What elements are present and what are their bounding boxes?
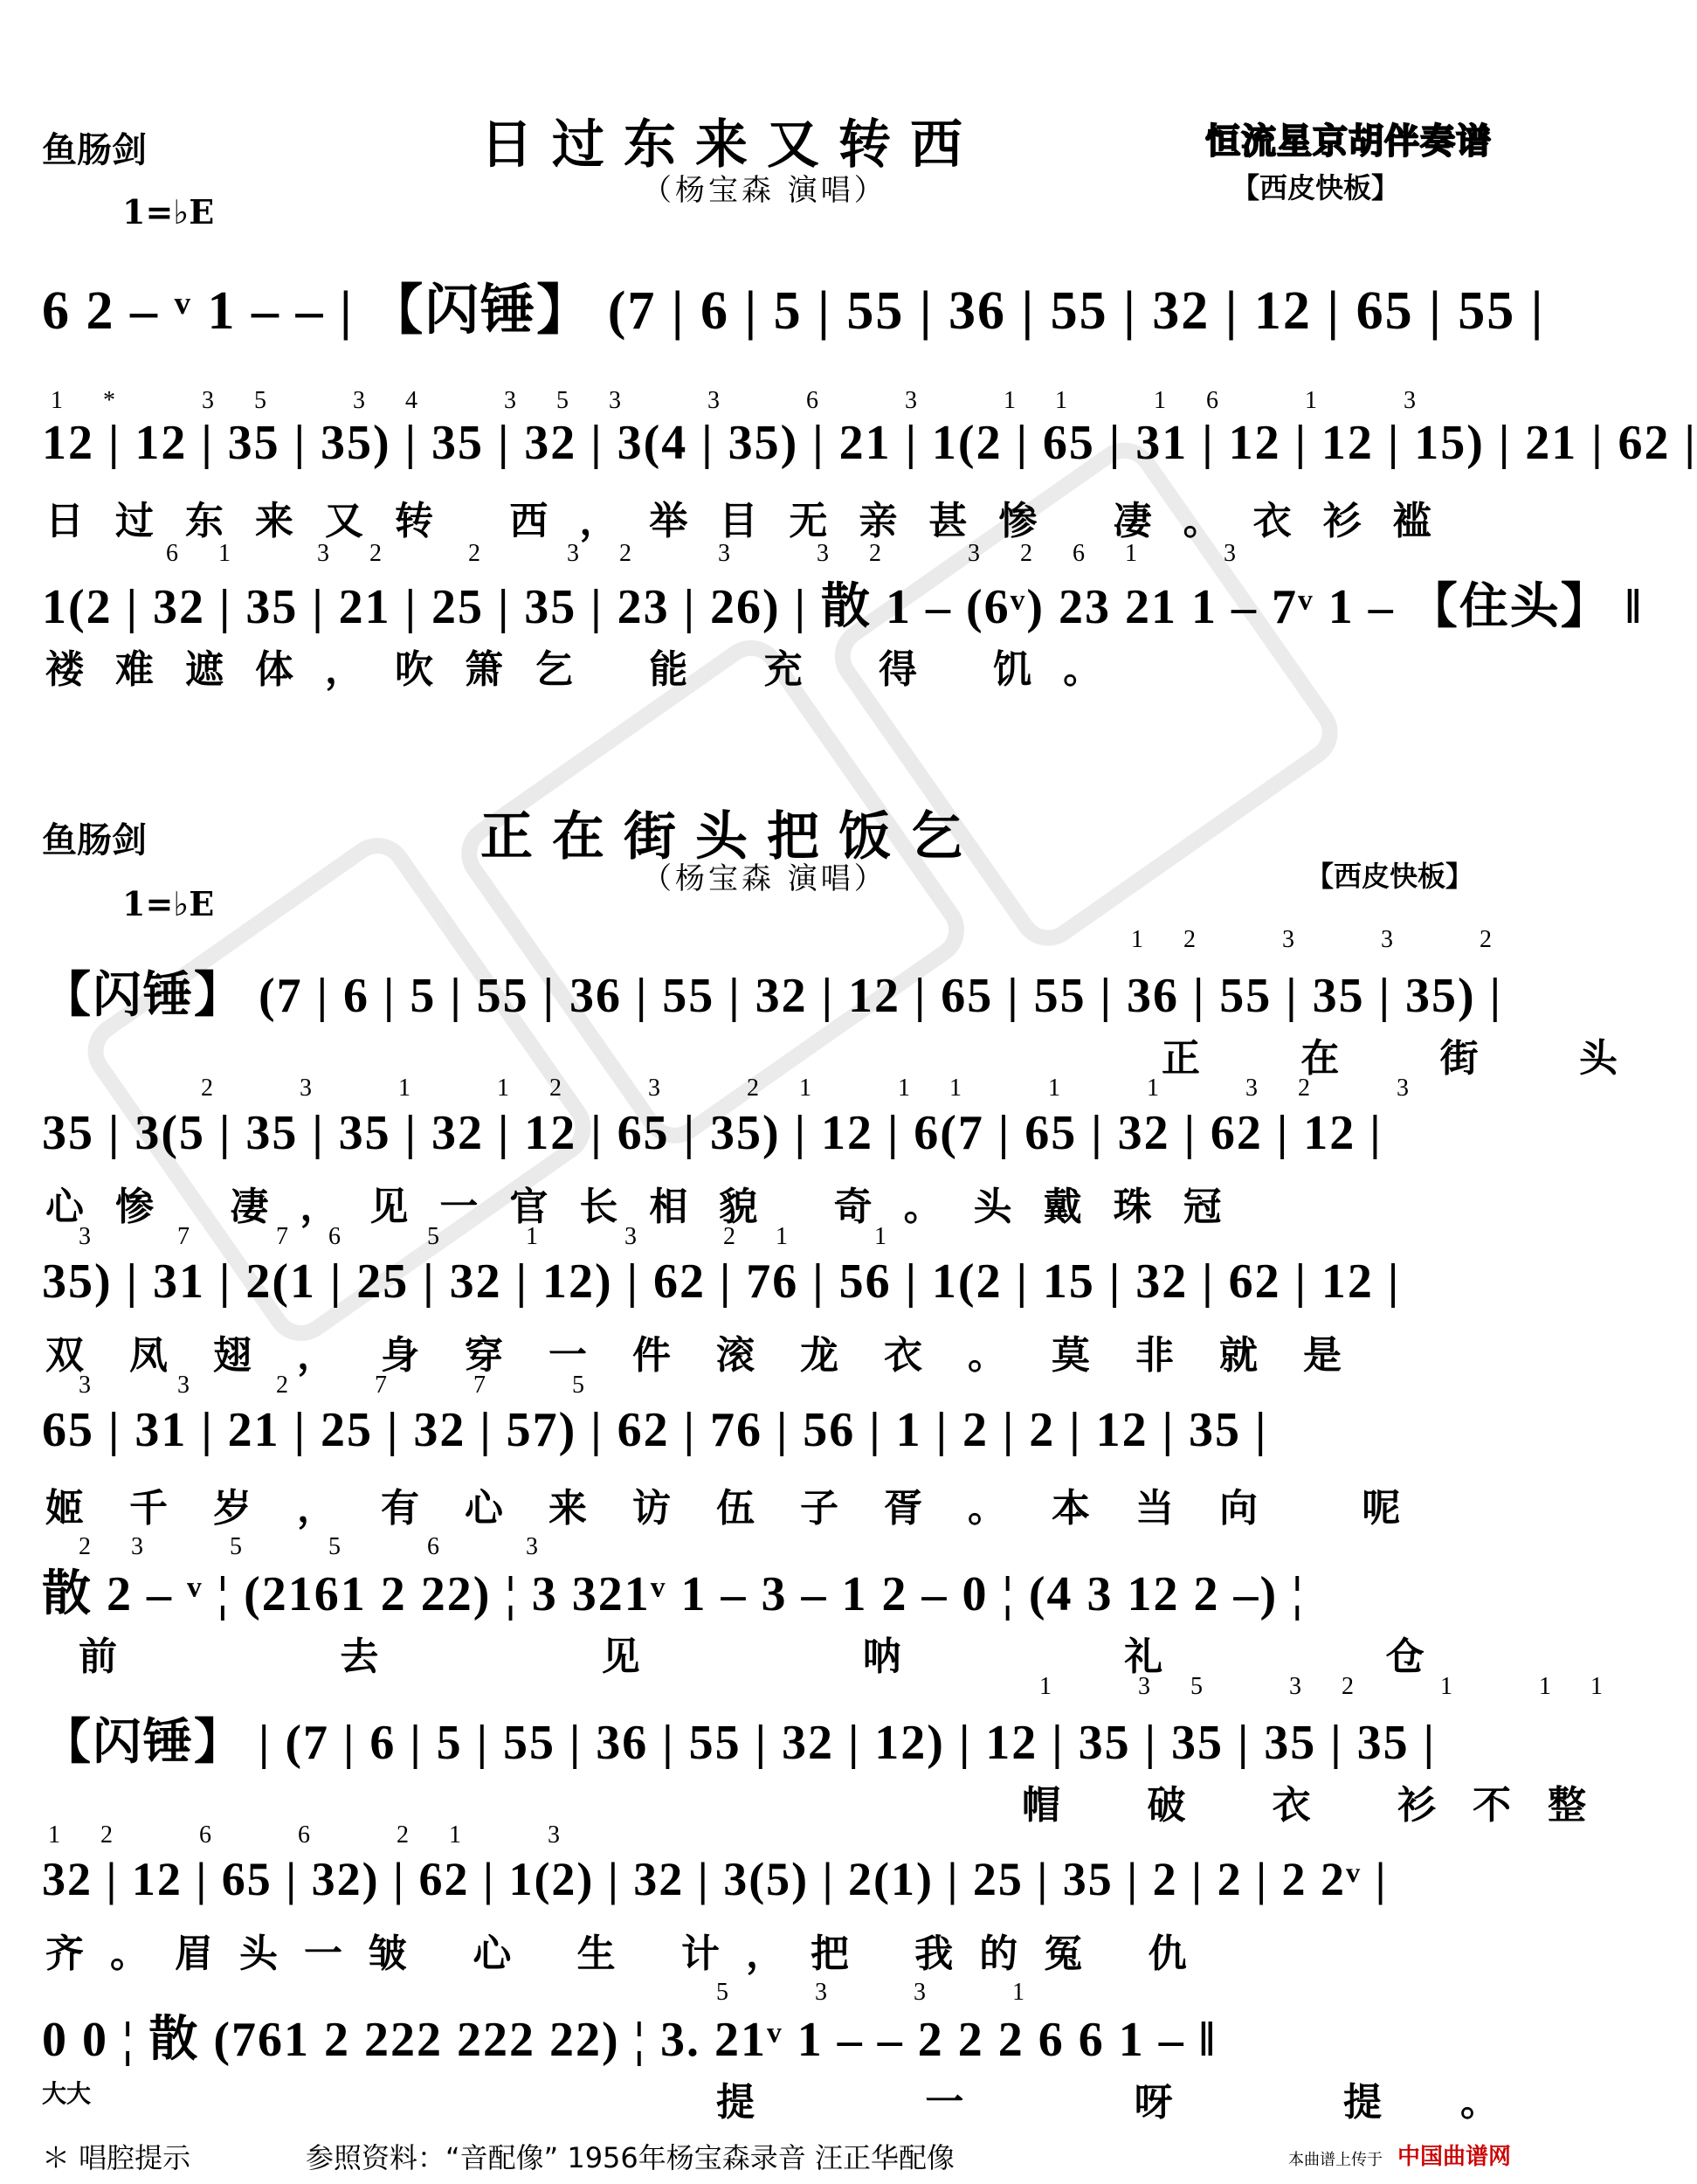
notation-line: 【闪锤】 (7 | 6 | 5 | 55 | 36 | 55 | 32 | 12 | 65 | 55 | 36 | 55 | 35 | 35) | <box>42 969 1502 1023</box>
notation-line: 0 0 ¦ 散 (761 2 222 222 22) ¦ 3. 21ᵛ 1 – – 2 2 2 6 6 1 – ‖ <box>42 2013 1217 2067</box>
notation-line: 35) | 31 | 2(1 | 25 | 32 | 12) | 62 | 76 | 56 | 1(2 | 15 | 32 | 62 | 12 | <box>42 1254 1401 1309</box>
notation-line: 32 | 12 | 65 | 32) | 62 | 1(2) | 32 | 3(5) | 2(1) | 25 | 35 | 2 | 2 | 2 2ᵛ | <box>42 1853 1388 1905</box>
ornament-line: 3 3 2 7 7 5 <box>79 1372 624 1399</box>
notation-line: 【闪锤】 | (7 | 6 | 5 | 55 | 36 | 55 | 32 | 12) | 12 | 35 | 35 | 35 | 35 | <box>42 1716 1436 1770</box>
ornament-line: 12 3 3 2 <box>1131 926 1532 953</box>
singer-credit: （杨宝森 演唱） <box>642 861 887 896</box>
notation-line: 65 | 31 | 21 | 25 | 32 | 57) | 62 | 76 | 56 | 1 | 2 | 2 | 12 | 35 | <box>42 1403 1268 1457</box>
notation-line: 6 2 – ᵛ 1 – – | 【闪锤】 (7 | 6 | 5 | 55 | 36 | 55 | 32 | 12 | 65 | 55 | <box>42 281 1545 341</box>
ornament-line: 1* 35 34 353 3 6 3 11 16 1 3 <box>51 387 1456 414</box>
ornament-line: 2 3 1 12 3 21 11 1 1 32 3 <box>201 1075 1449 1102</box>
song-title: 正在街头把饭乞 <box>480 806 982 867</box>
upload-note: 本曲谱上传于 <box>1288 2151 1383 2169</box>
site-logo[interactable]: 中国曲谱网 <box>1397 2144 1512 2170</box>
lyric-line: 帽 破 衣 衫不整 <box>1022 1783 1623 1828</box>
footer-reference: 参照资料：“音配像” 1956年杨宝森录音 汪正华配像 <box>306 2141 955 2174</box>
brand-logo: 恒流星京胡伴奏谱 <box>1205 121 1492 162</box>
ornament-line: 3 7 76 5 1 3 21 1 <box>79 1223 927 1250</box>
play-name: 鱼肠剑 <box>42 130 147 170</box>
mode-label: 【西皮快板】 <box>1231 171 1400 204</box>
lyric-line: 正 在 街 头 <box>1162 1036 1661 1081</box>
ornament-line: 1 35 32 1 11 <box>1039 1673 1643 1700</box>
lyric-line: 姬千岁，有心来访伍子胥。本当向 呢 <box>45 1486 1446 1531</box>
notation-line: 散 2 – ᵛ ¦ (2161 2 22) ¦ 3 321ᵛ 1 – 3 – 1 2 – 0 ¦ (4 3 12 2 –) ¦ <box>42 1567 1305 1621</box>
lyric-line: 前 去 见 呐 礼 仓 <box>79 1635 1529 1679</box>
percussion-note: 大大 <box>42 2079 92 2108</box>
notation-line: 12 | 12 | 35 | 35) | 35 | 32 | 3(4 | 35) | 21 | 1(2 | 65 | 31 | 12 | 12 | 15) | 21 | 62 | <box>42 416 1697 470</box>
ornament-line: 12 6 6 21 3 <box>48 1821 600 1849</box>
lyric-line: 提 一 呀 提。 <box>716 2080 1577 2125</box>
mode-label: 【西皮快板】 <box>1306 860 1474 893</box>
ornament-line: 23 5 5 6 3 <box>79 1533 578 1560</box>
ornament-line: 61 32 2 32 3 32 3261 3 <box>166 540 1276 567</box>
notation-line: 1(2 | 32 | 35 | 21 | 25 | 35 | 23 | 26) | 散 1 – (6ᵛ) 23 21 1 – 7ᵛ 1 – 【住头】 ‖ <box>42 580 1643 634</box>
lyric-line: 褛难遮体，吹箫乞 能 充 得 饥。 <box>45 647 1134 692</box>
lyric-line: 心惨 凄，见一官长相貌 奇。头戴珠冠 <box>45 1185 1253 1229</box>
key-signature: 1=♭E <box>122 192 215 232</box>
notation-line: 35 | 3(5 | 35 | 35 | 32 | 12 | 65 | 35) | 12 | 6(7 | 65 | 32 | 62 | 12 | <box>42 1106 1383 1160</box>
lyric-line: 齐。眉头一皱 心 生 计，把 我的冤 仇 <box>45 1932 1213 1976</box>
lyric-line: 日过东来又转 西，举目无亲甚惨 凄。衣衫褴 <box>45 499 1463 543</box>
play-name: 鱼肠剑 <box>42 820 147 860</box>
footer-hint: ＊ 唱腔提示 <box>42 2141 191 2174</box>
singer-credit: （杨宝森 演唱） <box>642 173 887 208</box>
lyric-line: 双凤翅，身穿一件滚龙衣。莫非就是 <box>45 1333 1387 1378</box>
key-signature: 1=♭E <box>122 884 215 923</box>
ornament-line: 5 3 3 1 <box>716 1979 1065 2006</box>
song-title: 日过东来又转西 <box>480 114 982 176</box>
